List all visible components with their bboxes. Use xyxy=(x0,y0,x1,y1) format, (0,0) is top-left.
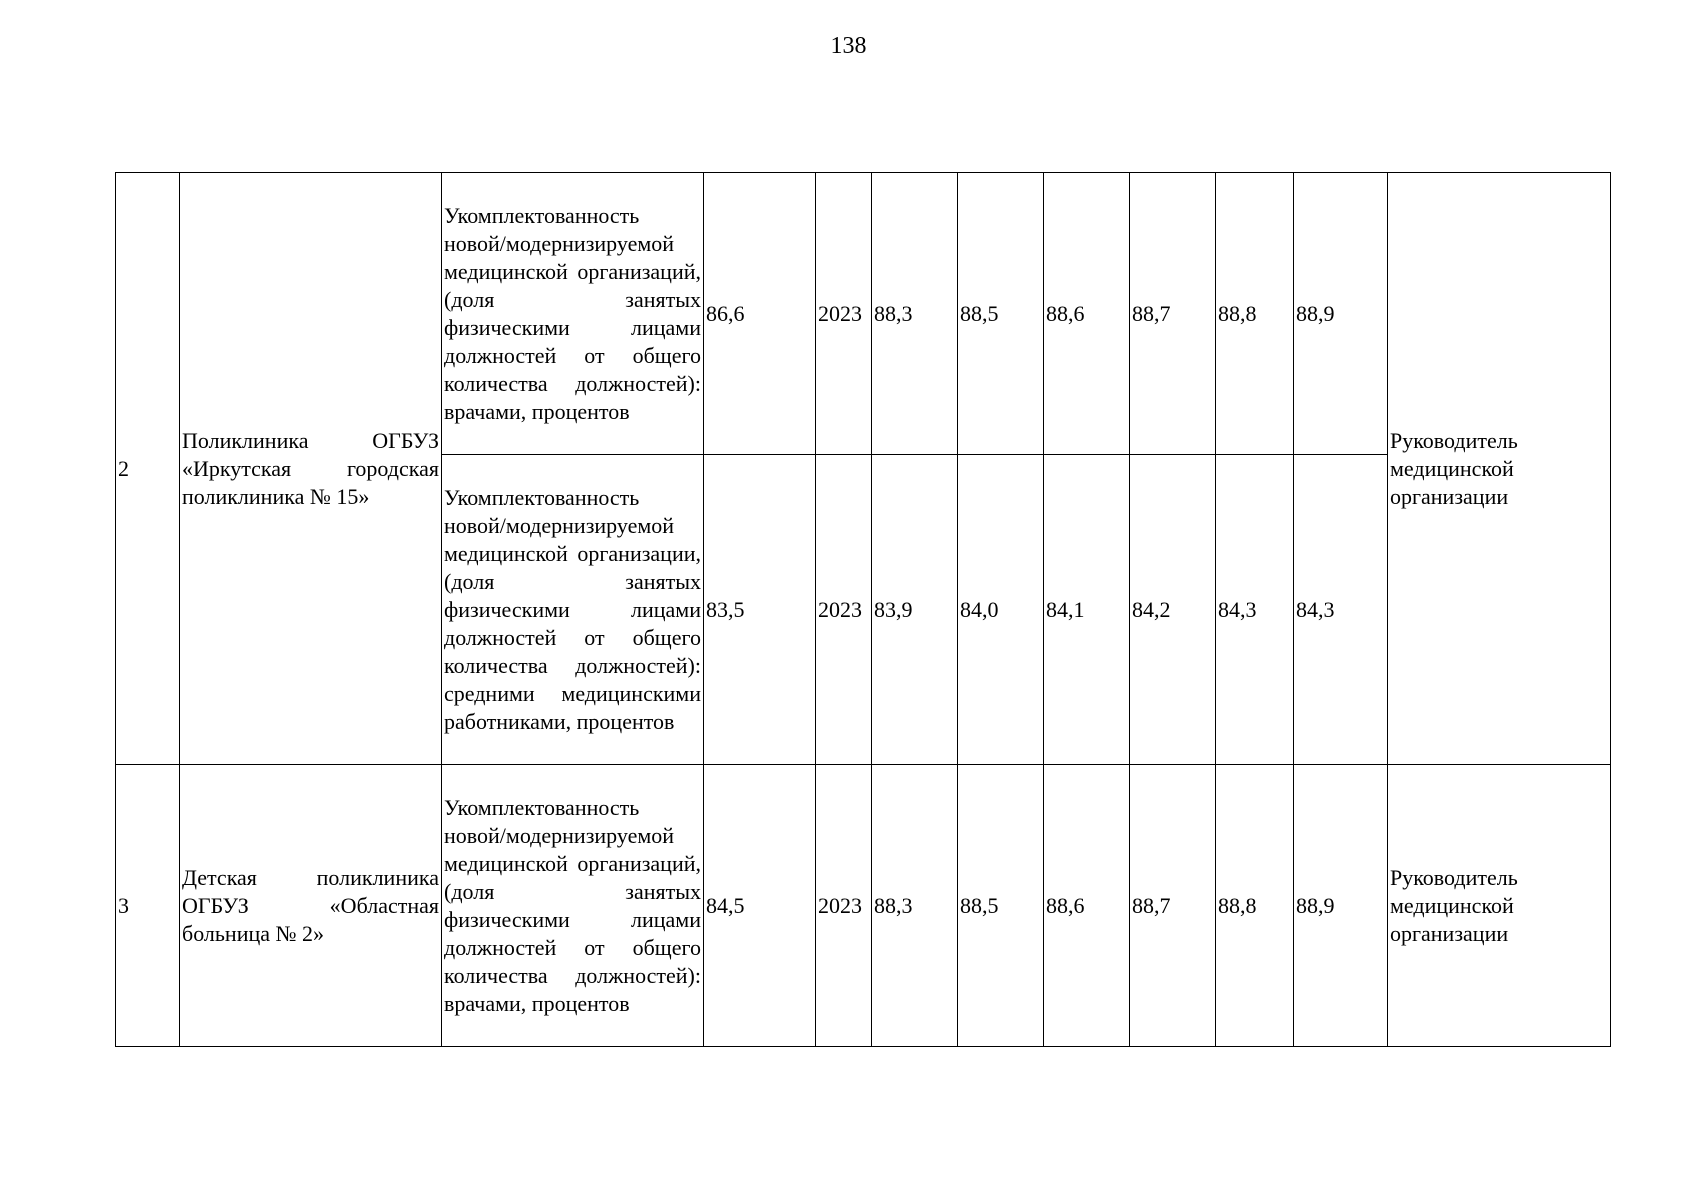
value-cell: 84,1 xyxy=(1044,455,1130,765)
value-cell: 84,0 xyxy=(958,455,1044,765)
organization-cell: Детская поликлиника ОГБУЗ «Областная больница № 2» xyxy=(180,765,442,1047)
value-cell: 88,3 xyxy=(872,173,958,455)
value-cell: 84,2 xyxy=(1130,455,1216,765)
row-number-cell: 2 xyxy=(116,173,180,765)
indicator-text: Укомплектованность новой/модернизируемой медицинской организаций, (доля занятых физическими лицами должностей от общего количества должностей): врачами, процентов xyxy=(444,202,701,424)
indicators-table xyxy=(115,172,1611,1047)
value-cell: 88,8 xyxy=(1216,173,1294,455)
value-cell: 84,3 xyxy=(1294,455,1388,765)
indicator-text: Укомплектованность новой/модернизируемой медицинской организации, (доля занятых физическими лицами должностей от общего количества должностей): средними медицинскими работниками, процентов xyxy=(444,484,701,734)
value-cell: 88,3 xyxy=(872,765,958,1047)
base-value-cell: 83,5 xyxy=(704,455,816,765)
value-cell: 88,6 xyxy=(1044,173,1130,455)
table-row xyxy=(116,173,1611,455)
responsible-cell: Руководитель медицинской организации xyxy=(1388,765,1611,1047)
organization-cell: Поликлиника ОГБУЗ «Иркутская городская поликлиника № 15» xyxy=(180,173,442,765)
value-cell: 88,9 xyxy=(1294,173,1388,455)
value-cell: 88,5 xyxy=(958,173,1044,455)
base-value-cell: 84,5 xyxy=(704,765,816,1047)
indicator-text: Укомплектованность новой/модернизируемой медицинской организаций, (доля занятых физическими лицами должностей от общего количества должностей): врачами, процентов xyxy=(444,794,701,1016)
indicator-cell xyxy=(442,765,704,1047)
value-cell: 88,9 xyxy=(1294,765,1388,1047)
base-year-cell: 2023 xyxy=(816,455,872,765)
value-cell: 84,3 xyxy=(1216,455,1294,765)
row-number-cell: 3 xyxy=(116,765,180,1047)
table-row xyxy=(116,765,1611,1047)
base-year-cell: 2023 xyxy=(816,765,872,1047)
indicator-cell xyxy=(442,455,704,765)
value-cell: 88,8 xyxy=(1216,765,1294,1047)
value-cell: 83,9 xyxy=(872,455,958,765)
base-year-cell: 2023 xyxy=(816,173,872,455)
base-value-cell: 86,6 xyxy=(704,173,816,455)
indicator-cell xyxy=(442,173,704,455)
value-cell: 88,7 xyxy=(1130,173,1216,455)
page-number: 138 xyxy=(830,33,867,59)
responsible-cell: Руководитель медицинской организации xyxy=(1388,173,1611,765)
value-cell: 88,7 xyxy=(1130,765,1216,1047)
value-cell: 88,6 xyxy=(1044,765,1130,1047)
value-cell: 88,5 xyxy=(958,765,1044,1047)
